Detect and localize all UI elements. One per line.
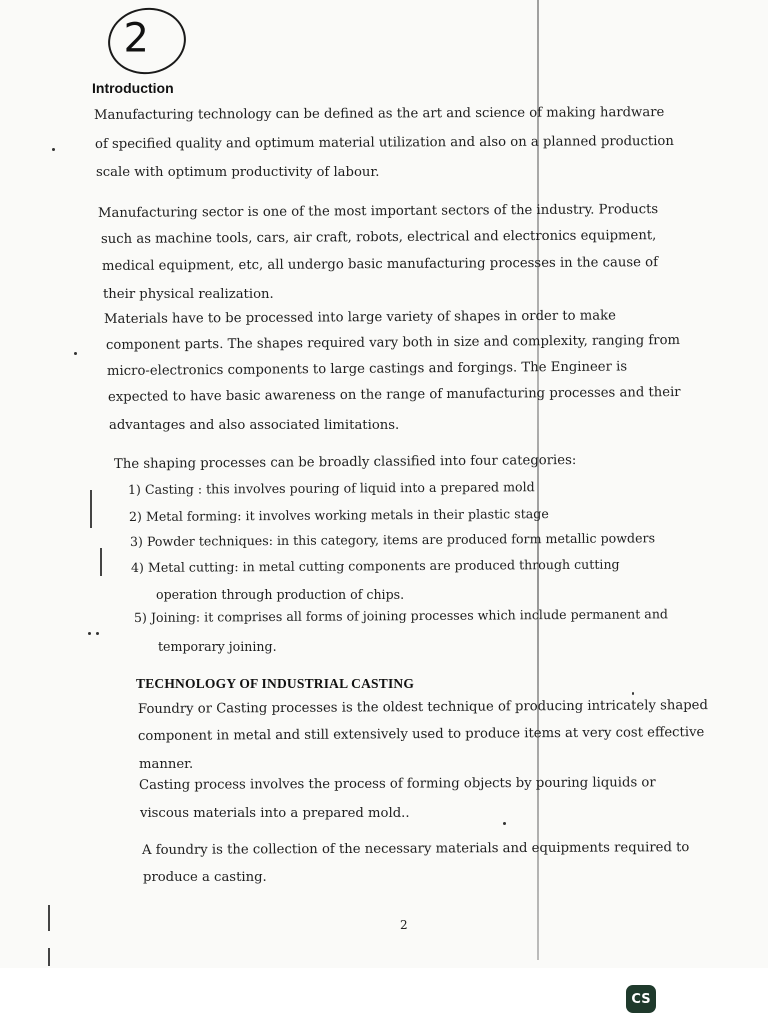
category-item-metal-cutting: 4) Metal cutting: in metal cutting components are produced through cutting: [130, 556, 620, 575]
margin-scan-mark: [48, 948, 50, 966]
intro-p2-line-4: their physical realization.: [103, 287, 274, 302]
intro-p2-line-3: medical equipment, etc, all undergo basic manufacturing processes in the cause of: [101, 255, 659, 274]
margin-scan-mark: [100, 548, 102, 576]
intro-p3-line-4: expected to have basic awareness on the range of manufacturing processes and their: [107, 385, 681, 405]
casting-p1-line-1: Foundry or Casting processes is the oldest technique of producing intricately shaped: [137, 698, 708, 717]
scan-speck: [503, 822, 506, 825]
category-item-joining: 5) Joining: it comprises all forms of joining processes which include permanent and: [133, 606, 669, 625]
intro-p1-line-1: Manufacturing technology can be defined as the art and science of making hardware: [93, 105, 665, 123]
intro-p1-line-3: scale with optimum productivity of labour.: [96, 165, 380, 180]
scan-speck: [74, 352, 77, 355]
intro-p3-line-5: advantages and also associated limitations.: [109, 418, 400, 433]
casting-p1-line-2: component in metal and still extensively used to produce items at very cost effective: [137, 725, 705, 744]
scan-speck: [632, 692, 634, 695]
casting-p2-line-1: Casting process involves the process of forming objects by pouring liquids or: [138, 775, 656, 793]
intro-p3-line-1: Materials have to be processed into large variety of shapes in order to make: [103, 308, 616, 327]
margin-scan-mark: [90, 490, 92, 528]
casting-p3-line-2: produce a casting.: [143, 870, 267, 885]
casting-p2-line-2: viscous materials into a prepared mold..: [140, 806, 410, 821]
category-item-powder: 3) Powder techniques: in this category, items are produced form metallic powders: [129, 530, 656, 549]
categories-intro: The shaping processes can be broadly classified into four categories:: [113, 452, 577, 472]
category-item-metal-cutting-cont: operation through production of chips.: [156, 587, 405, 602]
intro-p3-line-2: component parts. The shapes required vary both in size and complexity, ranging from: [105, 332, 681, 353]
page-number: 2: [400, 918, 408, 932]
category-item-metal-forming: 2) Metal forming: it involves working metals in their plastic stage: [128, 506, 549, 524]
scan-speck: [96, 632, 99, 635]
intro-p1-line-2: of specified quality and optimum material utilization and also on a planned production: [94, 133, 674, 152]
margin-scan-mark: [48, 905, 50, 931]
intro-p3-line-3: micro-electronics components to large castings and forgings. The Engineer is: [106, 359, 628, 379]
handwritten-page-mark: [104, 3, 190, 79]
handwritten-page-mark-text: 2: [123, 15, 149, 62]
intro-p2-line-2: such as machine tools, cars, air craft, robots, electrical and electronics equipment,: [100, 228, 657, 247]
casting-p3-line-1: A foundry is the collection of the necessary materials and equipments required to: [141, 840, 690, 858]
introduction-heading: Introduction: [92, 80, 174, 96]
category-item-joining-cont: temporary joining.: [158, 639, 277, 654]
scanner-app-logo: CS: [626, 985, 656, 1013]
category-item-casting: 1) Casting : this involves pouring of liquid into a prepared mold: [127, 479, 535, 497]
scan-speck: [88, 632, 91, 635]
casting-section-heading: TECHNOLOGY OF INDUSTRIAL CASTING: [136, 676, 415, 691]
scan-speck: [52, 148, 55, 151]
intro-p2-line-1: Manufacturing sector is one of the most important sectors of the industry. Products: [97, 202, 659, 221]
casting-p1-line-3: manner.: [139, 757, 194, 772]
